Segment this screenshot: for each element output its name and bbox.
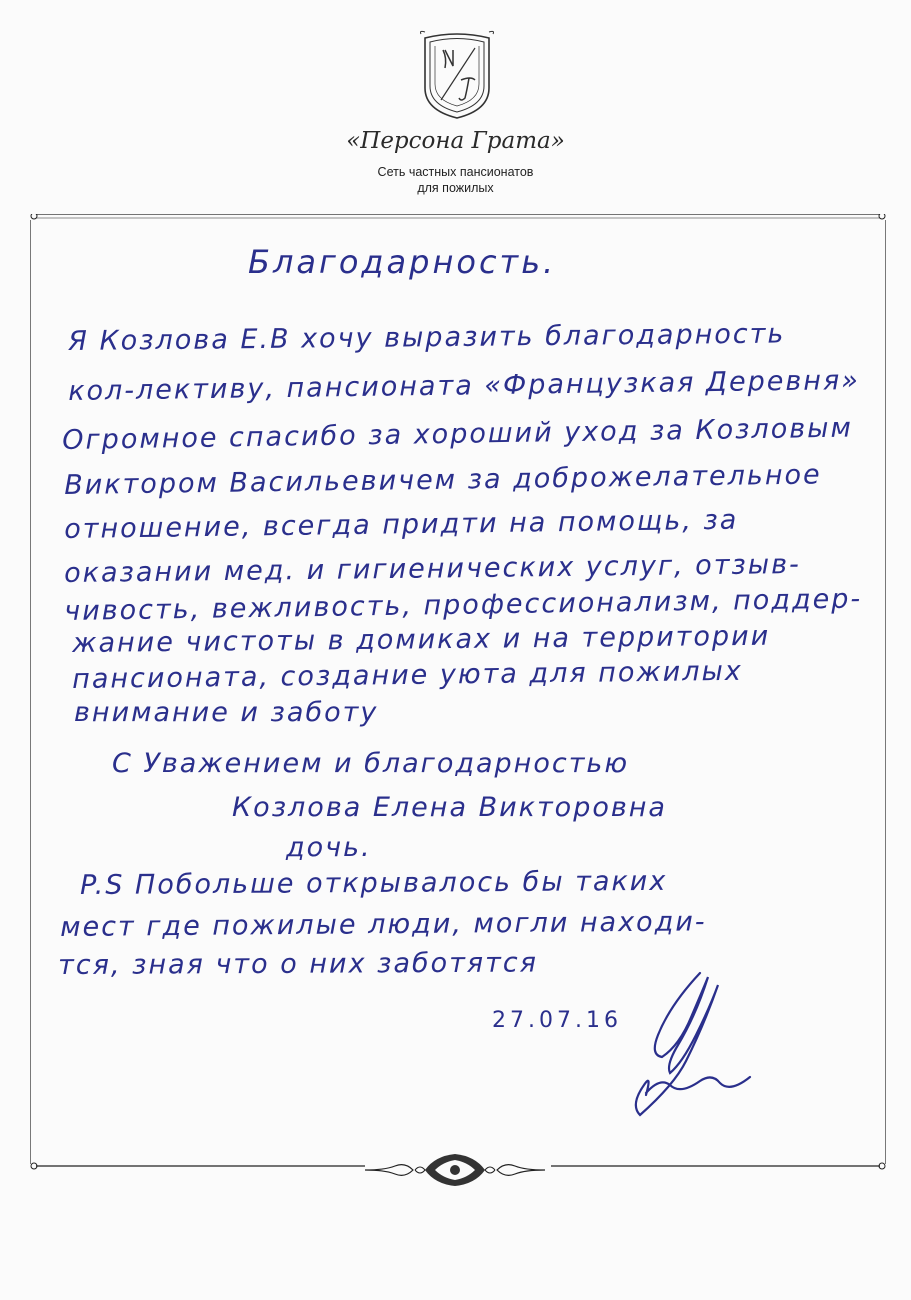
letter-ps-line-1: P.S Побольше открывалось бы таких — [80, 865, 668, 901]
letter-date: 27.07.16 — [492, 1008, 622, 1033]
letter-line-1: Я Козлова Е.В хочу выразить благодарность — [68, 318, 786, 357]
letter-author-relation: дочь. — [286, 832, 372, 863]
letter-line-3: Огромное спасибо за хороший уход за Козловым — [62, 412, 854, 456]
letter-line-8: жание чистоты в домиках и на территории — [72, 620, 771, 659]
letter-line-4: Виктором Васильевичем за доброжелательное — [64, 459, 822, 501]
letter-ps-line-3: тся, зная что о них заботятся — [58, 947, 539, 981]
letter-title: Благодарность. — [248, 243, 557, 281]
brand-name: «Персона Грата» — [346, 128, 565, 154]
letter-line-10: внимание и заботу — [74, 697, 379, 728]
letter-author-name: Козлова Елена Викторовна — [232, 792, 667, 823]
letter-line-5: отношение, всегда придти на помощь, за — [64, 504, 739, 545]
letter-line-6: оказании мед. и гигиенических услуг, отзыв- — [64, 549, 801, 589]
letter-line-9: пансионата, создание уюта для пожилых — [72, 655, 743, 695]
letter-ps-line-2: мест где пожилые люди, могли находи- — [60, 906, 707, 943]
letter-line-7: чивость, вежливость, профессионализм, поддер- — [64, 583, 863, 627]
handwritten-signature — [600, 965, 770, 1120]
letter-line-2: кол-лективу, пансионата «Французкая Деревня» — [68, 364, 861, 407]
brand-subtitle-line-1: Сеть частных пансионатов — [377, 165, 534, 179]
letter-closing: С Уважением и благодарностью — [112, 748, 630, 779]
brand-subtitle-line-2: для пожилых — [417, 181, 494, 195]
